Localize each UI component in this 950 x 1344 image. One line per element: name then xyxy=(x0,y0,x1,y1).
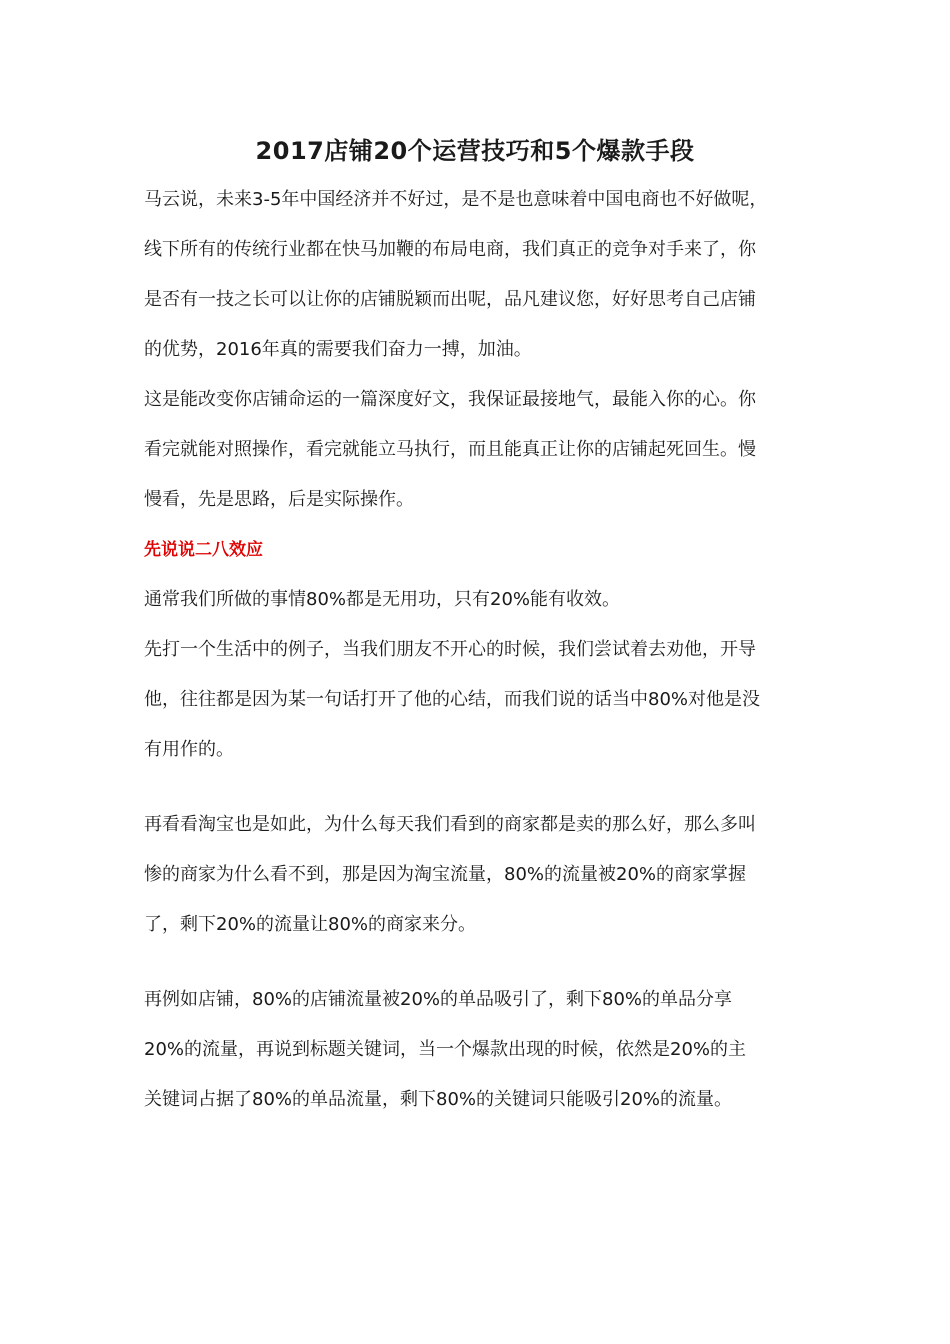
document-body xyxy=(144,181,812,1131)
paragraph-store xyxy=(144,981,812,1131)
paragraph-spacer xyxy=(144,956,812,981)
text-line: 线下所有的传统行业都在快马加鞭的布局电商，我们真正的竞争对手来了，你 xyxy=(144,239,756,260)
text-line: 再例如店铺，80%的店铺流量被20%的单品吸引了，剩下80%的单品分享 xyxy=(144,989,733,1010)
text-line: 先打一个生活中的例子，当我们朋友不开心的时候，我们尝试着去劝他，开导 xyxy=(144,639,756,660)
text-line: 再看看淘宝也是如此，为什么每天我们看到的商家都是卖的那么好，那么多叫 xyxy=(144,814,756,835)
text-line: 了，剩下20%的流量让80%的商家来分。 xyxy=(144,914,477,935)
paragraph-summary xyxy=(144,581,812,631)
text-line: 有用作的。 xyxy=(144,739,234,760)
paragraph-life-example xyxy=(144,631,812,781)
paragraph-spacer xyxy=(144,781,812,806)
text-line: 关键词占据了80%的单品流量，剩下80%的关键词只能吸引20%的流量。 xyxy=(144,1089,733,1110)
text-line: 惨的商家为什么看不到，那是因为淘宝流量，80%的流量被20%的商家掌握 xyxy=(144,864,747,885)
document-title: 2017店铺20个运营技巧和5个爆款手段 xyxy=(255,137,695,165)
paragraph-promise xyxy=(144,381,812,531)
text-line: 看完就能对照操作，看完就能立马执行，而且能真正让你的店铺起死回生。慢 xyxy=(144,439,756,460)
paragraph-intro xyxy=(144,181,812,381)
text-line: 这是能改变你店铺命运的一篇深度好文，我保证最接地气，最能入你的心。你 xyxy=(144,389,756,410)
paragraph-taobao xyxy=(144,806,812,956)
text-line: 通常我们所做的事情80%都是无用功，只有20%能有收效。 xyxy=(144,589,621,610)
text-line: 是否有一技之长可以让你的店铺脱颖而出呢，品凡建议您，好好思考自己店铺 xyxy=(144,289,756,310)
text-line: 他，往往都是因为某一句话打开了他的心结，而我们说的话当中80%对他是没 xyxy=(144,689,761,710)
text-line: 马云说，未来3-5年中国经济并不好过，是不是也意味着中国电商也不好做呢， xyxy=(144,189,768,210)
text-line: 慢看，先是思路，后是实际操作。 xyxy=(144,489,414,510)
section-heading: 先说说二八效应 xyxy=(144,540,263,560)
text-line: 的优势，2016年真的需要我们奋力一搏，加油。 xyxy=(144,339,532,360)
text-line: 20%的流量，再说到标题关键词，当一个爆款出现的时候，依然是20%的主 xyxy=(144,1039,747,1060)
